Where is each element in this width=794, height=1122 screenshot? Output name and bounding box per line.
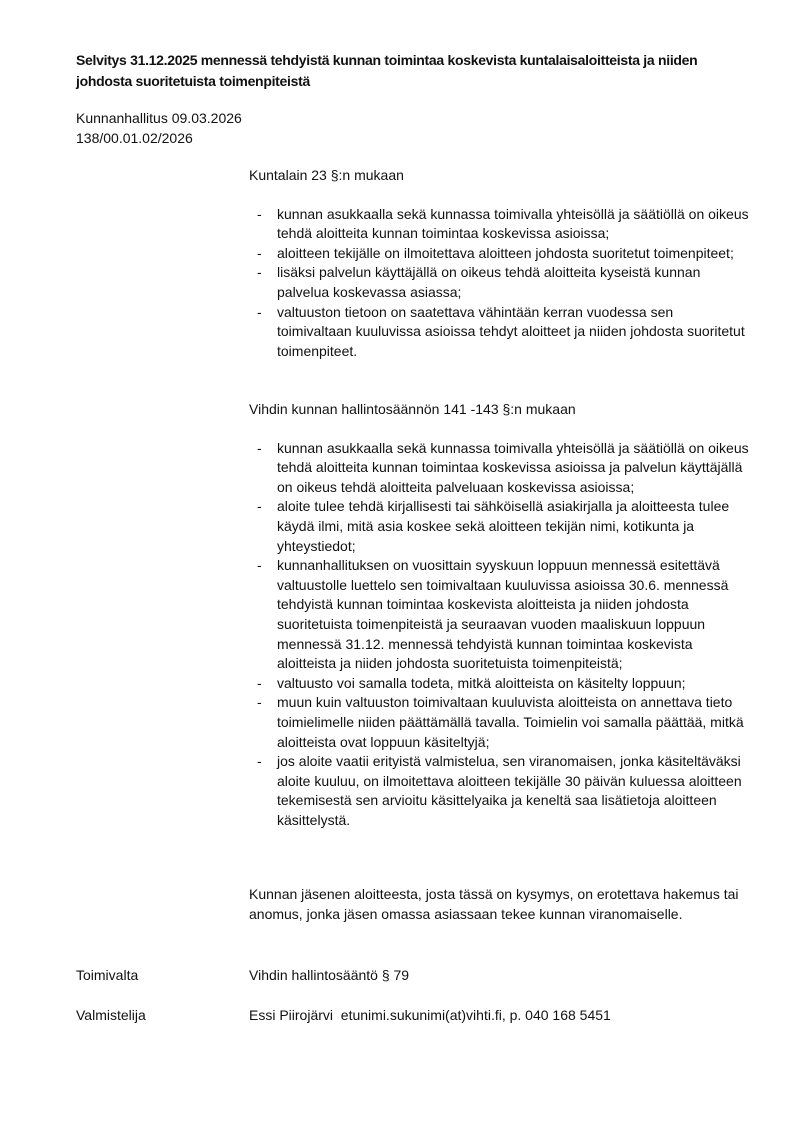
dash-bullet: - <box>257 303 262 320</box>
section-hallintosaanto <box>249 400 749 830</box>
dash-bullet: - <box>257 205 262 222</box>
list-item: - valtuusto voi samalla todeta, mitkä aloitteista on käsitelty loppuun; <box>249 674 749 694</box>
dash-bullet: - <box>257 694 262 711</box>
meeting-body-date: Kunnanhallitus 09.03.2026 <box>76 110 242 126</box>
list-item: - kunnan asukkaalla sekä kunnassa toimivalla yhteisöllä ja säätiöllä on oikeus tehdä aloitteita kunnan toimintaa koskevissa asioissa; <box>257 205 749 242</box>
meeting-meta <box>76 108 242 148</box>
closing-paragraph: Kunnan jäsenen aloitteesta, josta tässä on kysymys, on erotettava hakemus tai anomus, jonka jäsen omassa asiassaan tekee kunnan viranomaiselle. <box>249 886 739 922</box>
reference-number: 138/00.01.02/2026 <box>76 130 193 146</box>
section-list <box>249 439 749 831</box>
preparer-value: Essi Piirojärvi etunimi.sukunimi(at)vihti.fi, p. 040 168 5451 <box>249 1007 611 1023</box>
list-item: - aloitteen tekijälle on ilmoitettava aloitteen johdosta suoritetut toimenpiteet; <box>249 244 749 264</box>
dash-bullet: - <box>257 674 262 691</box>
dash-bullet: - <box>257 244 262 261</box>
dash-bullet: - <box>257 557 262 574</box>
authority-label: Toimivalta <box>76 967 139 983</box>
list-item: - kunnanhallituksen on vuosittain syyskuun loppuun mennessä esitettävä valtuustolle luettelo sen toimivaltaan kuuluvissa asioissa 30.6. mennessä tehdyistä kunnan toimintaa koskevista aloitteista ja niiden johdosta suoritetuista toimenpiteistä ja seuraavan vuoden maaliskuun loppuun mennessä 31.12. mennessä tehdyistä kunnan toimintaa koskevista aloitteista ja niiden johdosta suoritetuista toimenpiteistä; <box>257 557 729 672</box>
dash-bullet: - <box>257 264 262 281</box>
dash-bullet: - <box>257 753 262 770</box>
list-item: - valtuuston tietoon on saatettava vähintään kerran vuodessa sen toimivaltaan kuuluvissa asioissa tehdyt aloitteet ja niiden johdosta suoritetut toimenpiteet. <box>257 303 745 359</box>
document-title: Selvitys 31.12.2025 mennessä tehdyistä kunnan toimintaa koskevista kuntalaisaloitteista ja niiden johdosta suoritetuista toimenpiteistä <box>76 52 698 89</box>
list-item: - jos aloite vaatii erityistä valmistelua, sen viranomaisen, jonka käsiteltäväksi aloite kuuluu, on ilmoitettava aloitteen tekijälle 30 päivän kuluessa aloitteen tekemisestä sen arvioitu käsittelyaika ja keneltä saa lisätietoja aloitteen käsittelystä. <box>257 753 742 828</box>
dash-bullet: - <box>257 498 262 515</box>
list-item: - lisäksi palvelun käyttäjällä on oikeus tehdä aloitteita kyseistä kunnan palvelua koskevassa asiassa; <box>257 264 701 300</box>
list-item: - muun kuin valtuuston toimivaltaan kuuluvista aloitteista on annettava tieto toimielimelle niiden päättämällä tavalla. Toimielin voi samalla päättää, mitkä aloitteista ovat loppuun käsiteltyjä; <box>257 694 744 750</box>
list-item: - aloite tulee tehdä kirjallisesti tai sähköisellä asiakirjalla ja aloitteesta tulee käydä ilmi, mitä asia koskee sekä aloitteen tekijän nimi, kotikunta ja yhteystiedot; <box>257 498 730 554</box>
list-item: - kunnan asukkaalla sekä kunnassa toimivalla yhteisöllä ja säätiöllä on oikeus tehdä aloitteita kunnan toimintaa koskevissa asioissa ja palvelun käyttäjällä on oikeus tehdä aloitteita palveluaan koskevissa asioissa; <box>257 439 749 495</box>
authority-value: Vihdin hallintosääntö § 79 <box>249 967 410 983</box>
dash-bullet: - <box>257 439 262 456</box>
section-list <box>249 205 749 362</box>
section-lead: Kuntalain 23 §:n mukaan <box>249 167 404 183</box>
section-kuntalaki <box>249 166 749 361</box>
preparer-label: Valmistelija <box>76 1007 146 1023</box>
section-lead: Vihdin kunnan hallintosäännön 141 -143 §:n mukaan <box>249 401 576 417</box>
